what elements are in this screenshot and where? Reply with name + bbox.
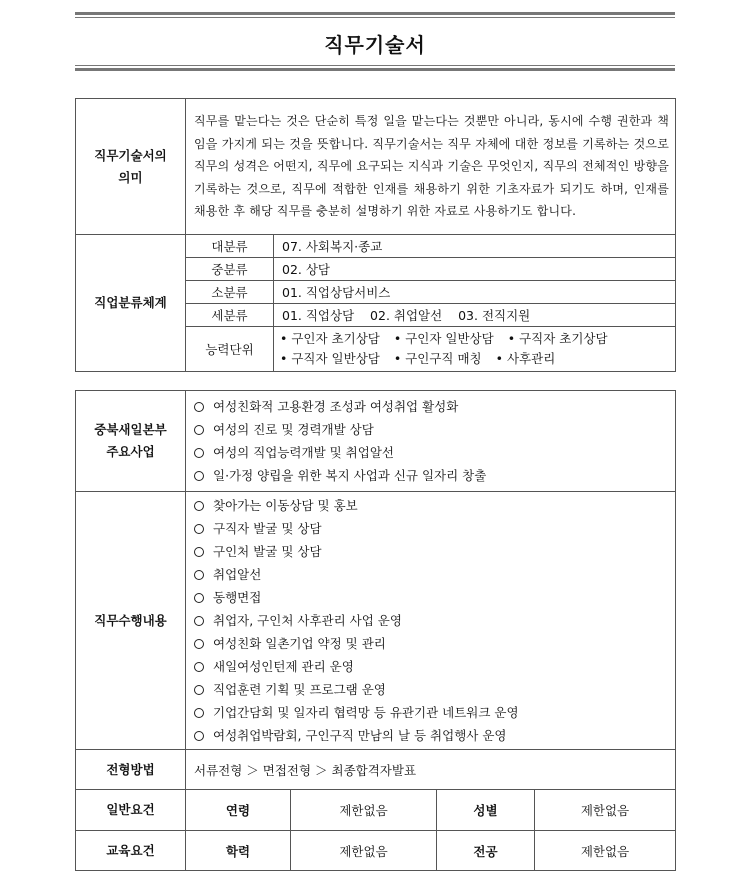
circle-bullet-icon <box>194 501 204 511</box>
list-item <box>194 464 675 487</box>
major-value: 제한없음 <box>535 831 676 871</box>
business-item-text: 여성의 진로 및 경력개발 상담 <box>213 422 374 437</box>
duty-item-text: 찾아가는 이동상담 및 홍보 <box>213 498 358 513</box>
meaning-row <box>76 99 676 235</box>
ability-label: 능력단위 <box>186 327 274 372</box>
list-item <box>194 632 675 655</box>
ability-line-1 <box>280 329 675 349</box>
list-item <box>194 395 675 418</box>
business-label-line2: 주요사업 <box>106 444 155 459</box>
gender-value: 제한없음 <box>535 790 676 831</box>
classification-row-major <box>76 235 676 258</box>
list-item <box>194 441 675 464</box>
list-item <box>194 655 675 678</box>
degree-value: 제한없음 <box>291 831 437 871</box>
duty-item-text: 동행면접 <box>213 590 262 605</box>
list-item <box>194 609 675 632</box>
duties-label: 직무수행내용 <box>76 492 186 750</box>
job-detail-table <box>75 390 676 871</box>
duty-item-text: 취업알선 <box>213 567 262 582</box>
duty-item-text: 여성취업박람회, 구인구직 만남의 날 등 취업행사 운영 <box>213 728 507 743</box>
business-item-text: 일·가정 양립을 위한 복지 사업과 신규 일자리 창출 <box>213 468 487 483</box>
list-item <box>194 678 675 701</box>
meaning-text: 직무를 맡는다는 것은 단순히 특정 일을 맡는다는 것뿐만 아니라, 동시에 수행 권한과 책임을 가지게 되는 것을 뜻합니다. 직무기술서는 직무 자체에 대한 정보를 기록하는 것으로 직무의 성격은 어떤지, 직무에 요구되는 지식과 기술은 무엇인지, 직무의 전체적인 방향을 기록하는 것으로, 직무에 적합한 인재를 채용하기 위한 기초자료가 되기도 하며, 인재를 채용한 후 해당 직무를 충분히 설명하기 위한 자료로 사용하기도 합니다. <box>186 99 676 235</box>
ability-item: • 사후관리 <box>495 351 556 366</box>
education-requirements-row <box>76 831 676 871</box>
process-label: 전형방법 <box>76 750 186 790</box>
meaning-label-line2: 의미 <box>118 169 143 185</box>
duty-item-text: 새일여성인턴제 관리 운영 <box>213 659 354 674</box>
business-label <box>76 391 186 492</box>
circle-bullet-icon <box>194 731 204 741</box>
page-title: 직무기술서 <box>324 33 426 57</box>
ability-line-2 <box>280 349 675 369</box>
title-band <box>75 12 675 72</box>
business-item-text: 여성의 직업능력개발 및 취업알선 <box>213 445 394 460</box>
circle-bullet-icon <box>194 471 204 481</box>
classification-label: 직업분류체계 <box>76 235 186 372</box>
process-row <box>76 750 676 790</box>
classification-minor-label: 소분류 <box>186 281 274 304</box>
circle-bullet-icon <box>194 616 204 626</box>
list-item <box>194 724 675 747</box>
ability-item: • 구직자 초기상담 <box>507 331 608 346</box>
duty-item-text: 직업훈련 기획 및 프로그램 운영 <box>213 682 386 697</box>
list-item <box>194 517 675 540</box>
circle-bullet-icon <box>194 425 204 435</box>
ability-item: • 구인자 일반상담 <box>393 331 494 346</box>
duty-item-text: 기업간담회 및 일자리 협력망 등 유관기관 네트워크 운영 <box>213 705 519 720</box>
gender-label: 성별 <box>437 790 535 831</box>
duties-list <box>186 492 675 749</box>
meaning-label-line1: 직무기술서의 <box>94 147 167 163</box>
duty-item-text: 여성친화 일촌기업 약정 및 관리 <box>213 636 386 651</box>
list-item <box>194 494 675 517</box>
education-label: 교육요건 <box>76 831 186 871</box>
circle-bullet-icon <box>194 524 204 534</box>
classification-detail-value: 01. 직업상담 02. 취업알선 03. 전직지원 <box>274 304 676 327</box>
circle-bullet-icon <box>194 402 204 412</box>
business-label-line1: 중북새일본부 <box>94 422 167 437</box>
ability-units <box>274 327 676 372</box>
list-item <box>194 586 675 609</box>
title-rule-bottom-inner <box>75 65 675 66</box>
classification-minor-value: 01. 직업상담서비스 <box>274 281 676 304</box>
general-label: 일반요건 <box>76 790 186 831</box>
circle-bullet-icon <box>194 448 204 458</box>
circle-bullet-icon <box>194 547 204 557</box>
business-item-text: 여성친화적 고용환경 조성과 여성취업 활성화 <box>213 399 459 414</box>
circle-bullet-icon <box>194 570 204 580</box>
process-value: 서류전형 ＞ 면접전형 ＞ 최종합격자발표 <box>186 750 676 790</box>
business-items-cell <box>186 391 676 492</box>
title-rule-top <box>75 12 675 15</box>
circle-bullet-icon <box>194 708 204 718</box>
duties-row <box>76 492 676 750</box>
age-label: 연령 <box>186 790 291 831</box>
classification-middle-value: 02. 상담 <box>274 258 676 281</box>
ability-item: • 구인자 초기상담 <box>280 331 380 346</box>
ability-item: • 구인구직 매칭 <box>393 351 482 366</box>
list-item <box>194 563 675 586</box>
list-item <box>194 540 675 563</box>
classification-major-value: 07. 사회복지·종교 <box>274 235 676 258</box>
ability-item: • 구직자 일반상담 <box>280 351 380 366</box>
title-rule-bottom <box>75 68 675 71</box>
circle-bullet-icon <box>194 593 204 603</box>
general-requirements-row <box>76 790 676 831</box>
major-label: 전공 <box>437 831 535 871</box>
circle-bullet-icon <box>194 685 204 695</box>
degree-label: 학력 <box>186 831 291 871</box>
circle-bullet-icon <box>194 639 204 649</box>
meaning-label <box>76 99 186 235</box>
title-rule-top-inner <box>75 17 675 18</box>
duties-items-cell <box>186 492 676 750</box>
duty-item-text: 구인처 발굴 및 상담 <box>213 544 322 559</box>
circle-bullet-icon <box>194 662 204 672</box>
classification-detail-label: 세분류 <box>186 304 274 327</box>
age-value: 제한없음 <box>291 790 437 831</box>
job-overview-table <box>75 98 676 372</box>
business-list <box>186 391 675 491</box>
list-item <box>194 418 675 441</box>
list-item <box>194 701 675 724</box>
duty-item-text: 취업자, 구인처 사후관리 사업 운영 <box>213 613 402 628</box>
business-row <box>76 391 676 492</box>
duty-item-text: 구직자 발굴 및 상담 <box>213 521 322 536</box>
classification-major-label: 대분류 <box>186 235 274 258</box>
classification-middle-label: 중분류 <box>186 258 274 281</box>
